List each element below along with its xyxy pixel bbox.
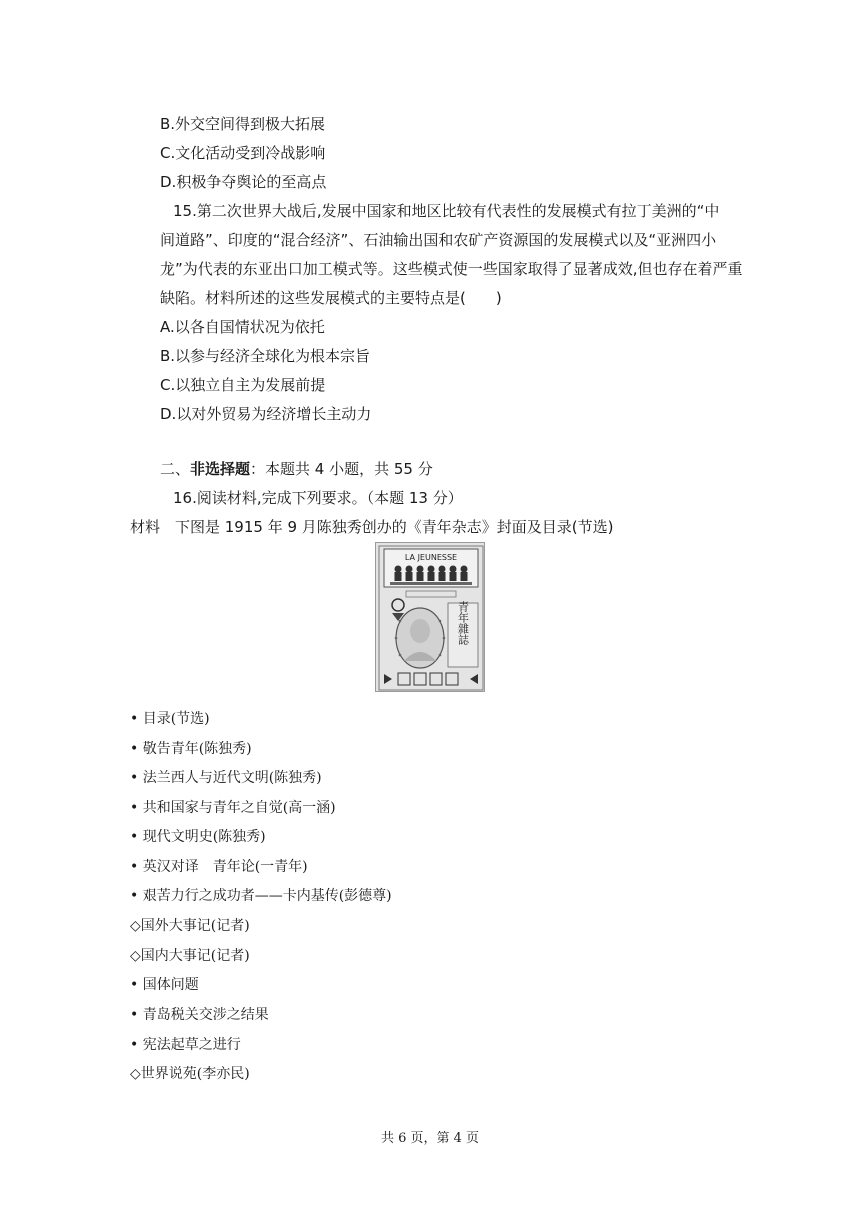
toc-item-9: • 国体问题 [130, 977, 199, 993]
cover-title: LA JEUNESSE [404, 553, 458, 562]
toc-item-4: • 现代文明史(陈独秀) [130, 829, 266, 845]
toc-item-3: • 共和国家与青年之自觉(高一涵) [130, 800, 336, 816]
toc-item-11: • 宪法起草之进行 [130, 1037, 241, 1053]
toc-item-1: • 敬告青年(陈独秀) [130, 741, 252, 757]
q14-option-d: D.积极争夺舆论的至高点 [160, 173, 327, 191]
toc-item-0: • 目录(节选) [130, 711, 210, 727]
section2-heading-prefix: 二、 [160, 460, 191, 478]
toc-item-12: ◇世界说苑(李亦民) [130, 1066, 250, 1082]
toc-item-5: • 英汉对译 青年论(一青年) [130, 859, 308, 875]
magazine-cover-image [375, 542, 485, 692]
section2-heading-rest: ：本题共 4 小题，共 55 分 [250, 460, 433, 478]
q15-stem-line-4: 缺陷。材料所述的这些发展模式的主要特点是( ) [160, 289, 502, 307]
toc-item-2: • 法兰西人与近代文明(陈独秀) [130, 770, 322, 786]
toc-item-10: • 青岛税关交涉之结果 [130, 1007, 269, 1023]
toc-item-7: ◇国外大事记(记者) [130, 918, 250, 934]
q14-option-b: B.外交空间得到极大拓展 [160, 115, 326, 133]
cover-chinese-title: 青年雜誌 [456, 601, 470, 645]
q15-stem-line-2: 间道路”、印度的“混合经济”、石油输出国和农矿产资源国的发展模式以及“亚洲四小 [160, 231, 717, 249]
q15-stem-line-3: 龙”为代表的东亚出口加工模式等。这些模式使一些国家取得了显著成效,但也存在着严重 [160, 260, 743, 278]
q16-stem: 16.阅读材料,完成下列要求。（本题 13 分） [173, 489, 463, 507]
q16-material: 材料 下图是 1915 年 9 月陈独秀创办的《青年杂志》封面及目录(节选) [130, 518, 614, 536]
page-footer: 共 6 页，第 4 页 [380, 1131, 480, 1146]
section2-heading [160, 459, 433, 479]
q15-option-b: B.以参与经济全球化为根本宗旨 [160, 347, 371, 365]
q15-option-c: C.以独立自主为发展前提 [160, 376, 326, 394]
section2-heading-bold: 非选择题 [190, 460, 251, 478]
toc-item-8: ◇国内大事记(记者) [130, 948, 250, 964]
q14-option-c: C.文化活动受到冷战影响 [160, 144, 326, 162]
toc-item-6: • 艰苦力行之成功者——卡内基传(彭德尊) [130, 888, 392, 904]
q15-option-a: A.以各自国情状况为依托 [160, 318, 325, 336]
magazine-cover-graphic [376, 543, 485, 692]
q15-stem-line-1: 15.第二次世界大战后,发展中国家和地区比较有代表性的发展模式有拉丁美洲的“中 [173, 202, 720, 220]
q15-option-d: D.以对外贸易为经济增长主动力 [160, 405, 372, 423]
